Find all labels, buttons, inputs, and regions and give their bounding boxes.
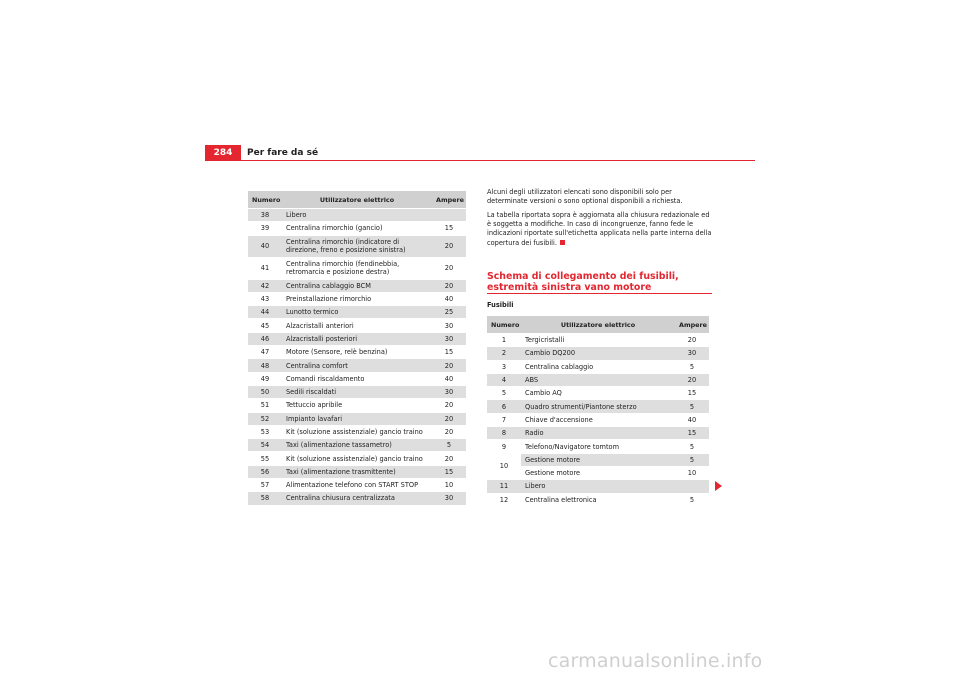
cell-ampere: 20 bbox=[432, 359, 466, 372]
table-row bbox=[248, 452, 466, 465]
update-note-text: La tabella riportata sopra è aggiornata alla chiusura redazionale ed è soggetta a modifiche. In caso di incongruenze, fanno fede le indicazioni riportate sull'etichetta applicata nella parte interna della copertura dei fusibili. bbox=[487, 211, 712, 247]
cell-ampere: 20 bbox=[432, 412, 466, 425]
table-row bbox=[248, 279, 466, 292]
cell-ampere: 20 bbox=[432, 279, 466, 292]
table-row bbox=[487, 373, 709, 386]
cell-ampere: 15 bbox=[432, 346, 466, 359]
cell-number: 54 bbox=[248, 439, 282, 452]
table-row bbox=[487, 400, 709, 413]
cell-consumer: Tergicristalli bbox=[521, 334, 675, 347]
table-row bbox=[248, 319, 466, 332]
cell-number: 51 bbox=[248, 399, 282, 412]
cell-consumer: ABS bbox=[521, 373, 675, 386]
table-header-row bbox=[248, 191, 466, 209]
cell-ampere: 30 bbox=[675, 347, 709, 360]
cell-number: 45 bbox=[248, 319, 282, 332]
cell-number: 41 bbox=[248, 257, 282, 279]
header-consumer: Utilizzatore elettrico bbox=[521, 316, 675, 334]
cell-number: 43 bbox=[248, 292, 282, 305]
cell-number: 42 bbox=[248, 279, 282, 292]
cell-ampere bbox=[675, 480, 709, 493]
page-number: 284 bbox=[205, 145, 241, 161]
continue-arrow-icon bbox=[715, 481, 722, 491]
cell-number: 40 bbox=[248, 235, 282, 257]
cell-consumer: Centralina cablaggio BCM bbox=[282, 279, 432, 292]
table-row bbox=[248, 306, 466, 319]
cell-number: 9 bbox=[487, 440, 521, 453]
cell-number: 4 bbox=[487, 373, 521, 386]
cell-ampere: 5 bbox=[675, 440, 709, 453]
table-row bbox=[248, 209, 466, 222]
table-row bbox=[248, 332, 466, 345]
table-row bbox=[487, 413, 709, 426]
cell-consumer: Centralina comfort bbox=[282, 359, 432, 372]
table-row bbox=[248, 257, 466, 279]
cell-ampere: 30 bbox=[432, 385, 466, 398]
section-title: Schema di collegamento dei fusibili, estremità sinistra vano motore bbox=[487, 271, 679, 293]
header-number: Numero bbox=[487, 316, 521, 334]
cell-ampere: 15 bbox=[675, 427, 709, 440]
table-row bbox=[248, 385, 466, 398]
cell-consumer: Taxi (alimentazione tassametro) bbox=[282, 439, 432, 452]
section-end-marker-icon bbox=[560, 240, 565, 245]
table-header-row bbox=[487, 316, 709, 334]
table-row bbox=[487, 427, 709, 440]
cell-ampere bbox=[432, 209, 466, 222]
cell-number: 53 bbox=[248, 425, 282, 438]
cell-number: 49 bbox=[248, 372, 282, 385]
cell-ampere: 15 bbox=[432, 222, 466, 235]
cell-consumer: Centralina elettronica bbox=[521, 493, 675, 506]
cell-consumer: Centralina rimorchio (indicatore di direzione, freno e posizione sinistra) bbox=[282, 235, 432, 257]
cell-number: 48 bbox=[248, 359, 282, 372]
intro-paragraph-availability: Alcuni degli utilizzatori elencati sono disponibili solo per determinate versioni o sono optional disponibili a richiesta. bbox=[487, 188, 683, 206]
cell-consumer: Sedili riscaldati bbox=[282, 385, 432, 398]
table-row bbox=[487, 440, 709, 453]
cell-consumer: Cambio AQ bbox=[521, 387, 675, 400]
cell-consumer: Chiave d'accensione bbox=[521, 413, 675, 426]
table-row bbox=[487, 334, 709, 347]
cell-consumer: Centralina cablaggio bbox=[521, 360, 675, 373]
cell-number: 38 bbox=[248, 209, 282, 222]
cell-consumer: Alimentazione telefono con START STOP bbox=[282, 479, 432, 492]
watermark: carmanualsonline.info bbox=[548, 650, 763, 672]
cell-ampere: 30 bbox=[432, 319, 466, 332]
cell-ampere: 10 bbox=[432, 479, 466, 492]
cell-consumer: Libero bbox=[282, 209, 432, 222]
cell-number: 39 bbox=[248, 222, 282, 235]
cell-ampere: 20 bbox=[432, 235, 466, 257]
cell-number: 5 bbox=[487, 387, 521, 400]
cell-ampere: 40 bbox=[432, 292, 466, 305]
cell-number: 57 bbox=[248, 479, 282, 492]
cell-consumer: Comandi riscaldamento bbox=[282, 372, 432, 385]
cell-consumer: Cambio DQ200 bbox=[521, 347, 675, 360]
page-header-title: Per fare da sé bbox=[247, 148, 319, 158]
table-row bbox=[248, 346, 466, 359]
cell-ampere: 15 bbox=[432, 465, 466, 478]
cell-number: 47 bbox=[248, 346, 282, 359]
cell-number: 2 bbox=[487, 347, 521, 360]
fuse-table-left bbox=[248, 191, 466, 506]
header-number: Numero bbox=[248, 191, 282, 209]
cell-ampere: 5 bbox=[675, 360, 709, 373]
cell-consumer: Taxi (alimentazione trasmittente) bbox=[282, 465, 432, 478]
cell-number: 11 bbox=[487, 480, 521, 493]
cell-ampere: 20 bbox=[432, 399, 466, 412]
table-row bbox=[248, 465, 466, 478]
cell-consumer: Telefono/Navigatore tomtom bbox=[521, 440, 675, 453]
table-row bbox=[487, 360, 709, 373]
table-row bbox=[248, 439, 466, 452]
table-row bbox=[248, 399, 466, 412]
table-row bbox=[487, 387, 709, 400]
table-row bbox=[248, 479, 466, 492]
cell-ampere: 20 bbox=[675, 373, 709, 386]
cell-consumer: Tettuccio apribile bbox=[282, 399, 432, 412]
table-row bbox=[487, 480, 709, 493]
cell-consumer: Preinstallazione rimorchio bbox=[282, 292, 432, 305]
intro-paragraph-update-note bbox=[487, 211, 712, 248]
cell-ampere: 30 bbox=[432, 492, 466, 505]
table-row bbox=[248, 292, 466, 305]
cell-number: 7 bbox=[487, 413, 521, 426]
cell-ampere: 10 bbox=[675, 466, 709, 479]
cell-ampere: 30 bbox=[432, 332, 466, 345]
cell-ampere: 5 bbox=[675, 493, 709, 506]
table-row bbox=[248, 492, 466, 505]
table-row bbox=[248, 222, 466, 235]
cell-number: 55 bbox=[248, 452, 282, 465]
cell-consumer: Radio bbox=[521, 427, 675, 440]
header-ampere: Ampere bbox=[675, 316, 709, 334]
cell-consumer: Centralina rimorchio (fendinebbia, retromarcia e posizione destra) bbox=[282, 257, 432, 279]
cell-number: 8 bbox=[487, 427, 521, 440]
cell-ampere: 25 bbox=[432, 306, 466, 319]
cell-ampere: 5 bbox=[432, 439, 466, 452]
cell-number: 52 bbox=[248, 412, 282, 425]
cell-consumer: Centralina chiusura centralizzata bbox=[282, 492, 432, 505]
cell-number: 10 bbox=[487, 453, 521, 480]
cell-consumer: Gestione motore bbox=[521, 453, 675, 466]
cell-consumer: Libero bbox=[521, 480, 675, 493]
cell-number: 46 bbox=[248, 332, 282, 345]
table-row bbox=[487, 466, 709, 479]
cell-consumer: Quadro strumenti/Piantone sterzo bbox=[521, 400, 675, 413]
fuse-table-right bbox=[487, 316, 709, 507]
cell-number: 50 bbox=[248, 385, 282, 398]
cell-number: 6 bbox=[487, 400, 521, 413]
table-row bbox=[248, 425, 466, 438]
cell-ampere: 20 bbox=[675, 334, 709, 347]
cell-ampere: 5 bbox=[675, 453, 709, 466]
cell-ampere: 15 bbox=[675, 387, 709, 400]
table-row bbox=[248, 235, 466, 257]
header-consumer: Utilizzatore elettrico bbox=[282, 191, 432, 209]
cell-consumer: Kit (soluzione assistenziale) gancio traino bbox=[282, 452, 432, 465]
cell-consumer: Kit (soluzione assistenziale) gancio traino bbox=[282, 425, 432, 438]
table-row bbox=[248, 412, 466, 425]
table-row bbox=[487, 453, 709, 466]
table-row bbox=[487, 493, 709, 506]
header-ampere: Ampere bbox=[432, 191, 466, 209]
cell-consumer: Gestione motore bbox=[521, 466, 675, 479]
cell-ampere: 20 bbox=[432, 425, 466, 438]
cell-number: 12 bbox=[487, 493, 521, 506]
header-divider bbox=[205, 160, 755, 161]
cell-number: 1 bbox=[487, 334, 521, 347]
cell-ampere: 20 bbox=[432, 452, 466, 465]
cell-consumer: Alzacristalli anteriori bbox=[282, 319, 432, 332]
cell-ampere: 40 bbox=[675, 413, 709, 426]
cell-number: 3 bbox=[487, 360, 521, 373]
cell-number: 44 bbox=[248, 306, 282, 319]
cell-consumer: Alzacristalli posteriori bbox=[282, 332, 432, 345]
cell-consumer: Impianto lavafari bbox=[282, 412, 432, 425]
cell-ampere: 5 bbox=[675, 400, 709, 413]
cell-ampere: 20 bbox=[432, 257, 466, 279]
sub-title-fusibili: Fusibili bbox=[487, 301, 514, 309]
table-row bbox=[248, 372, 466, 385]
cell-consumer: Lunotto termico bbox=[282, 306, 432, 319]
cell-ampere: 40 bbox=[432, 372, 466, 385]
cell-consumer: Centralina rimorchio (gancio) bbox=[282, 222, 432, 235]
cell-number: 56 bbox=[248, 465, 282, 478]
table-row bbox=[248, 359, 466, 372]
section-divider bbox=[487, 293, 712, 294]
table-row bbox=[487, 347, 709, 360]
cell-consumer: Motore (Sensore, relè benzina) bbox=[282, 346, 432, 359]
cell-number: 58 bbox=[248, 492, 282, 505]
